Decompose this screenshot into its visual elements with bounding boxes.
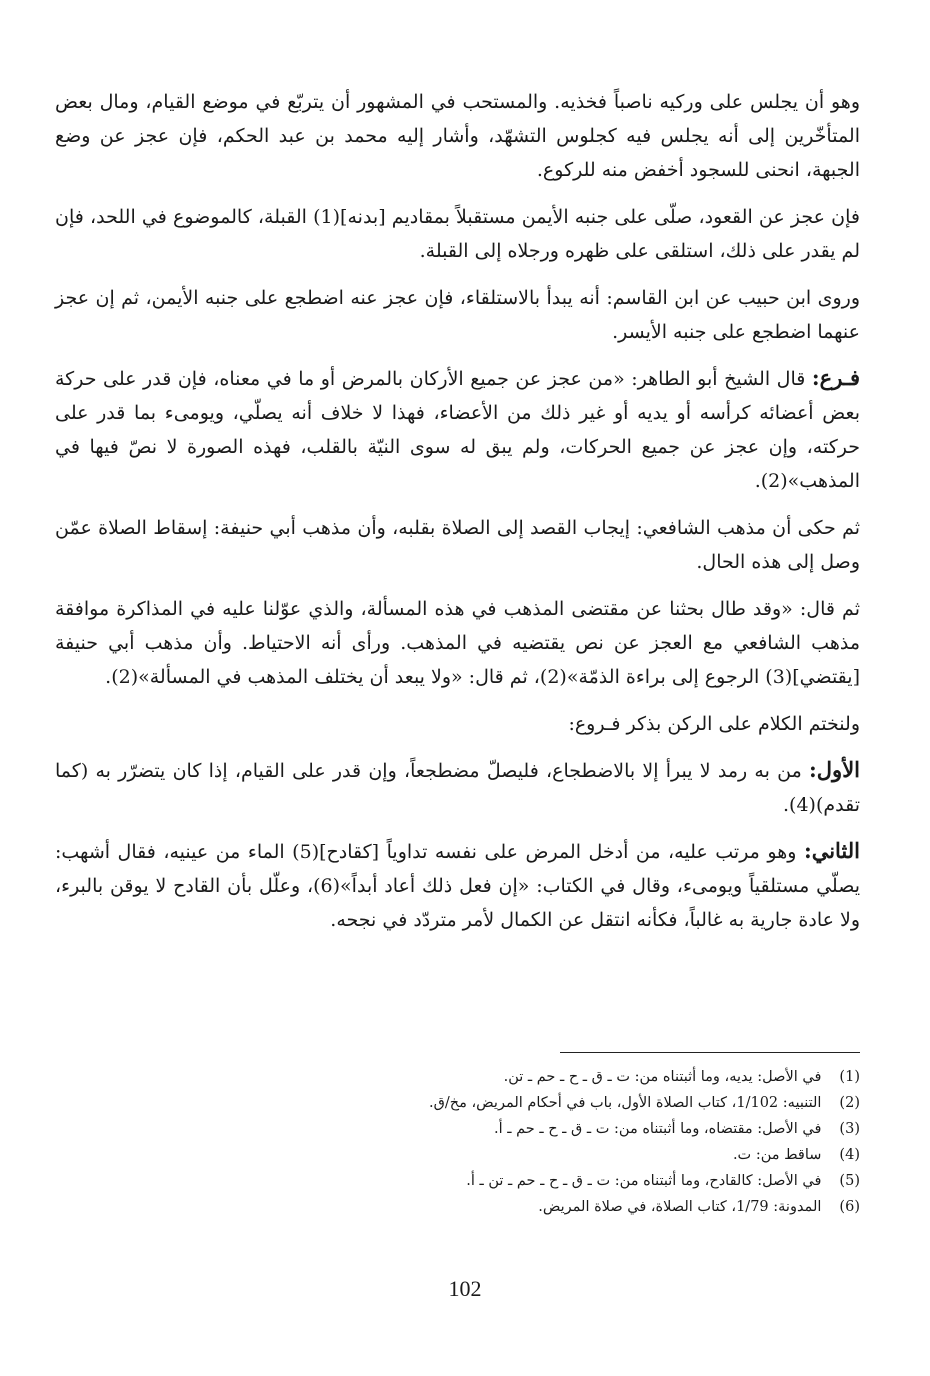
paragraph-text: وهو مرتب عليه، من أدخل المرض على نفسه تداوياً [كقادح](5) الماء من عينيه، فقال أشهب: يصلّي مستلقياً ويومىء، وقال في الكتاب: «إن فعل ذلك أعاد أبداً»(6)، وعلّل بأن القادح لا يوقن بالبرء، ولا عادة جارية به غالباً، فكأنه انتقل عن الكمال لأمر متردّد في نجحه. [55, 841, 860, 931]
paragraph [55, 753, 860, 822]
footnote-text: في الأصل: كالقادح، وما أثبتناه من: ت ـ ق ـ ح ـ حم ـ تن ـ أ. [466, 1173, 822, 1189]
footnote-number: (3) [839, 1121, 860, 1137]
footnote [200, 1142, 860, 1168]
paragraph-text: ثم حكى أن مذهب الشافعي: إيجاب القصد إلى الصلاة بقلبه، وأن مذهب أبي حنيفة: إسقاط الصلاة عمّن وصل إلى هذه الحال. [55, 517, 860, 573]
paragraph [55, 510, 860, 579]
paragraph [55, 199, 860, 268]
footnote-number: (2) [839, 1095, 860, 1111]
footnote-text: ساقط من: ت. [732, 1147, 822, 1163]
paragraph-text: وروى ابن حبيب عن ابن القاسم: أنه يبدأ بالاستلقاء، فإن عجز عنه اضطجع على جنبه الأيمن، ثم إن عجز عنهما اضطجع على جنبه الأيسر. [55, 287, 860, 343]
footnote-text: التنبيه: 1/102، كتاب الصلاة الأول، باب في أحكام المريض، مخ/ق. [428, 1095, 822, 1111]
paragraph [55, 706, 860, 741]
footnote-number: (5) [839, 1173, 860, 1189]
footnote-number: (6) [839, 1199, 860, 1215]
paragraph-text: قال الشيخ أبو الطاهر: «من عجز عن جميع الأركان بالمرض أو ما في معناه، فإن قدر على حركة بعض أعضائه كرأسه أو يديه أو غير ذلك من الأعضاء، فهذا لا خلاف أنه يصلّي، ويومىء بما قدر على حركته، وإن عجز عن جميع الحركات، ولم يبق له سوى النيّة بالقلب، فهذه الصورة لا نصّ فيها في المذهب»(2). [55, 368, 860, 492]
footnote-text: في الأصل: مقتضاه، وما أثبتناه من: ت ـ ق ـ ح ـ حم ـ أ. [494, 1121, 822, 1137]
footnote [200, 1090, 860, 1116]
footnote-divider [560, 1052, 860, 1053]
footnote-number: (4) [839, 1147, 860, 1163]
paragraph-text: فإن عجز عن القعود، صلّى على جنبه الأيمن مستقبلاً بمقاديم [بدنه](1) القبلة، كالموضوع في اللحد، فإن لم يقدر على ذلك، استلقى على ظهره ورجلاه إلى القبلة. [55, 206, 861, 262]
paragraph [55, 280, 860, 349]
paragraph [55, 84, 860, 187]
footnote-number: (1) [839, 1069, 860, 1085]
footnote-text: في الأصل: يديه، وما أثبتناه من: ت ـ ق ـ ح ـ حم ـ تن. [503, 1069, 822, 1085]
paragraph-heading: الثاني: [803, 838, 861, 863]
footnote-text: المدونة: 1/79، كتاب الصلاة، في صلاة المريض. [538, 1199, 822, 1215]
footnote [200, 1194, 860, 1220]
paragraph-heading: الأول: [809, 757, 861, 782]
paragraph-text: ولنختم الكلام على الركن بذكر فـروع: [568, 713, 860, 735]
footnote [200, 1064, 860, 1090]
footnotes [200, 1064, 860, 1220]
page-number: 102 [448, 1276, 482, 1301]
paragraph-text: ثم قال: «وقد طال بحثنا عن مقتضى المذهب في هذه المسألة، والذي عوّلنا عليه في المذاكرة موافقة مذهب الشافعي مع العجز عن نص يقتضيه في المذهب. ورأى أنه الاحتياط. وأن مذهب أبي حنيفة [يقتضي](3) الرجوع إلى براءة الذمّة»(2)، ثم قال: «ولا يبعد أن يختلف المذهب في المسألة»(2). [55, 598, 860, 688]
paragraph [55, 591, 860, 694]
footnote [200, 1168, 860, 1194]
main-text [55, 84, 860, 949]
paragraph [55, 361, 860, 498]
paragraph-text: وهو أن يجلس على وركيه ناصباً فخذيه. والمستحب في المشهور أن يتربّع في موضع القيام، ومال بعض المتأخّرين إلى أنه يجلس فيه كجلوس التشهّد، وأشار إليه محمد بن عبد الحكم، فإن عجز عن وضع الجبهة، انحنى للسجود أخفض منه للركوع. [55, 91, 860, 181]
footnote [200, 1116, 860, 1142]
paragraph-heading: فـرع: [811, 365, 860, 390]
paragraph-text: من به رمد لا يبرأ إلا بالاضطجاع، فليصلّ مضطجعاً، وإن قدر على القيام، إذا كان يتضرّر به (كما تقدم)(4). [55, 760, 860, 816]
paragraph [55, 834, 860, 937]
